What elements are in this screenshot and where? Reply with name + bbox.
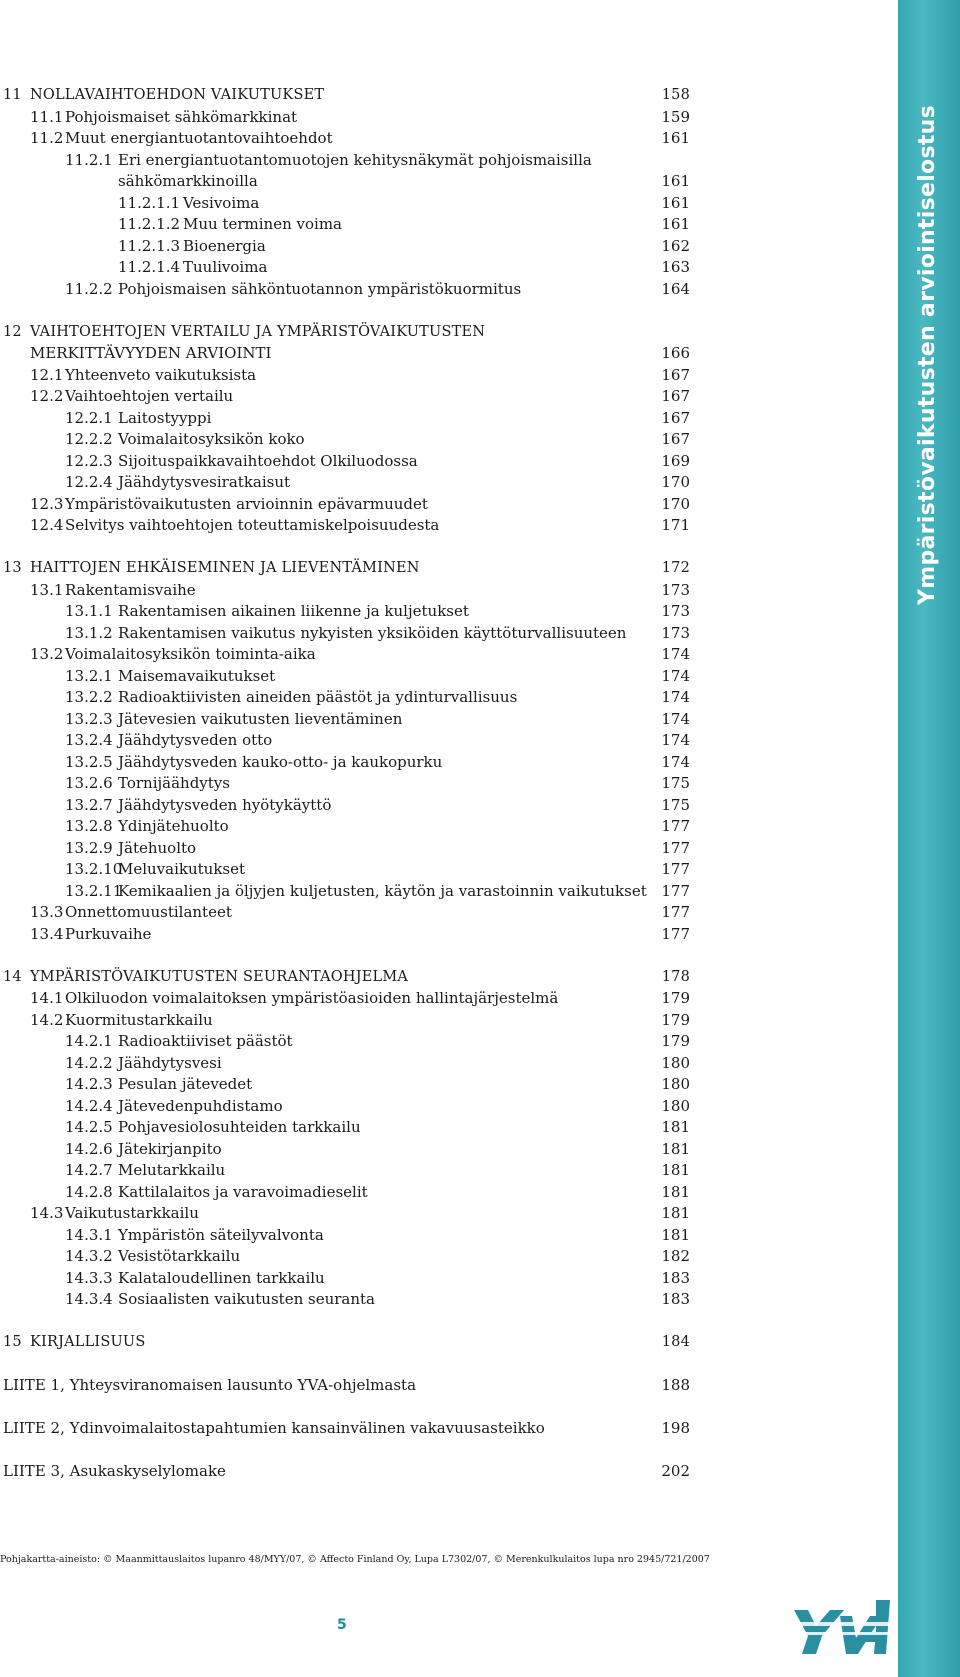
- toc-entry-page: 180: [661, 1075, 690, 1093]
- toc-entry-number: 11.2: [30, 129, 64, 147]
- toc-entry-page: 202: [661, 1462, 690, 1480]
- toc-entry-number: 14.2.5: [65, 1118, 113, 1136]
- toc-entry[interactable]: [0, 580, 700, 602]
- toc-entry-page: 162: [661, 236, 690, 255]
- toc-entry[interactable]: [0, 236, 700, 258]
- toc-entry-page: 163: [661, 258, 690, 276]
- toc-entry[interactable]: [0, 171, 700, 193]
- toc-entry-page: 181: [661, 1118, 690, 1136]
- toc-entry[interactable]: [0, 1074, 700, 1096]
- toc-entry[interactable]: [0, 1332, 700, 1354]
- toc-entry[interactable]: [0, 730, 700, 752]
- toc-entry-number: 14.2.7: [65, 1161, 113, 1179]
- toc-entry[interactable]: [0, 902, 700, 924]
- toc-entry-title: Ympäristön säteilyvalvonta: [118, 1225, 324, 1244]
- toc-entry[interactable]: [0, 107, 700, 129]
- toc-entry-page: 183: [661, 1290, 690, 1308]
- toc-entry-number: 14.2.1: [65, 1032, 113, 1050]
- toc-entry-page: 177: [661, 924, 690, 943]
- toc-entry[interactable]: [0, 1289, 700, 1311]
- page-number: 5: [337, 1617, 347, 1633]
- toc-entry-title: Rakentamisen vaikutus nykyisten yksiköiden käyttöturvallisuuteen: [118, 623, 627, 642]
- toc-entry-number: 15: [3, 1334, 22, 1350]
- toc-entry[interactable]: [0, 343, 700, 365]
- toc-entry-page: 180: [661, 1053, 690, 1072]
- toc-entry-number: 12.1: [30, 365, 64, 384]
- toc-entry-title: Selvitys vaihtoehtojen toteuttamiskelpoisuudesta: [65, 516, 440, 534]
- toc-entry-number: 13.1: [30, 580, 64, 599]
- toc-entry[interactable]: [0, 1268, 700, 1290]
- toc-entry-number: 11.2.1.3: [118, 236, 181, 255]
- toc-entry[interactable]: [0, 752, 700, 774]
- toc-entry-number: 11.2.1.4: [118, 258, 181, 276]
- toc-entry-number: 13.2.3: [65, 709, 113, 728]
- toc-entry[interactable]: [0, 1160, 700, 1182]
- toc-entry-page: 179: [661, 989, 690, 1007]
- toc-entry-title: VAIHTOEHTOJEN VERTAILU JA YMPÄRISTÖVAIKUTUSTEN: [30, 323, 486, 340]
- toc-entry-page: 175: [661, 774, 690, 792]
- toc-entry-title: Kalataloudellinen tarkkailu: [118, 1268, 325, 1287]
- toc-entry-page: 174: [661, 645, 690, 663]
- toc-entry-page: 161: [661, 193, 690, 212]
- toc-entry-number: 14.3.2: [65, 1247, 113, 1265]
- toc-entry-number: 14.2.4: [65, 1096, 113, 1115]
- toc-entry[interactable]: [0, 279, 700, 301]
- toc-entry-number: 14.2.3: [65, 1075, 113, 1093]
- toc-entry-page: 177: [661, 881, 690, 900]
- toc-entry-number: 11: [3, 87, 22, 103]
- toc-entry[interactable]: [0, 429, 700, 451]
- toc-entry[interactable]: [0, 386, 700, 408]
- toc-entry-title: Jäähdytysvesiratkaisut: [118, 473, 291, 491]
- toc-entry-title: LIITE 2, Ydinvoimalaitostapahtumien kansainvälinen vakavuusasteikko: [3, 1419, 545, 1437]
- map-copyright-footnote: Pohjakartta-aineisto: © Maanmittauslaitos lupanro 48/MYY/07, © Affecto Finland Oy, Lupa L7302/07, © Merenkulkulaitos lupa nro 2945/721/2007: [0, 1554, 710, 1565]
- toc-entry-page: 173: [661, 602, 690, 620]
- toc-entry-number: 13: [3, 560, 22, 576]
- toc-entry[interactable]: [0, 85, 700, 107]
- toc-spacer: [0, 945, 700, 967]
- toc-entry[interactable]: [0, 1117, 700, 1139]
- toc-entry-number: 14.2: [30, 1010, 64, 1029]
- toc-entry-page: 159: [661, 107, 690, 126]
- toc-entry-page: 170: [661, 494, 690, 513]
- toc-entry-title: sähkömarkkinoilla: [118, 172, 258, 190]
- toc-entry-number: 12.4: [30, 516, 64, 534]
- toc-entry-page: 174: [661, 731, 690, 749]
- toc-entry-page: 173: [661, 623, 690, 642]
- toc-entry-title: Jäähdytysveden hyötykäyttö: [118, 795, 332, 814]
- toc-entry-number: 14.3.4: [65, 1290, 113, 1308]
- toc-entry-number: 14.2.6: [65, 1139, 113, 1158]
- toc-entry-title: Rakentamisen aikainen liikenne ja kuljetukset: [118, 602, 469, 620]
- toc-spacer: [0, 1397, 700, 1419]
- toc-entry-page: 167: [661, 408, 690, 427]
- toc-entry-number: 13.2.9: [65, 838, 113, 857]
- toc-entry-number: 14.1: [30, 989, 64, 1007]
- toc-entry[interactable]: [0, 257, 700, 279]
- toc-entry-number: 14.3.3: [65, 1268, 113, 1287]
- toc-entry-page: 172: [661, 560, 690, 576]
- toc-entry-number: 13.4: [30, 924, 64, 943]
- toc-entry-page: 174: [661, 688, 690, 706]
- toc-entry-number: 13.2.2: [65, 688, 113, 706]
- toc-entry-page: 177: [661, 838, 690, 857]
- toc-entry[interactable]: [0, 1246, 700, 1268]
- toc-entry-number: 11.1: [30, 107, 64, 126]
- toc-entry-number: 11.2.1.1: [118, 193, 181, 212]
- toc-entry[interactable]: [0, 795, 700, 817]
- toc-entry[interactable]: [0, 1203, 700, 1225]
- side-banner-label: Ympäristövaikutusten arviointiselostus: [915, 104, 940, 605]
- toc-entry-title: MERKITTÄVYYDEN ARVIOINTI: [30, 344, 272, 362]
- toc-entry-title: Voimalaitosyksikön koko: [118, 430, 305, 448]
- toc-entry-title: Voimalaitosyksikön toiminta-aika: [65, 645, 316, 663]
- toc-entry[interactable]: [0, 1139, 700, 1161]
- toc-entry[interactable]: [0, 451, 700, 473]
- toc-entry-page: 174: [661, 666, 690, 685]
- toc-entry-title: Bioenergia: [183, 236, 266, 255]
- toc-entry-number: 13.2.10: [65, 860, 123, 878]
- toc-entry[interactable]: [0, 128, 700, 150]
- toc-entry[interactable]: [0, 494, 700, 516]
- toc-entry-title: Pohjoismaisen sähköntuotannon ympäristökuormitus: [118, 279, 522, 298]
- toc-entry-page: 167: [661, 387, 690, 405]
- toc-entry[interactable]: [0, 322, 700, 344]
- toc-entry-title: Sijoituspaikkavaihtoehdot Olkiluodossa: [118, 451, 418, 470]
- toc-entry-title: Muut energiantuotantovaihtoehdot: [65, 129, 333, 147]
- toc-entry[interactable]: [0, 687, 700, 709]
- toc-entry-page: 167: [661, 365, 690, 384]
- toc-entry-number: 11.2.2: [65, 279, 113, 298]
- toc-entry-page: 188: [661, 1376, 690, 1394]
- toc-entry-title: Jätevesien vaikutusten lieventäminen: [118, 709, 403, 728]
- toc-entry-number: 14.2.2: [65, 1053, 113, 1072]
- toc-entry-page: 180: [661, 1096, 690, 1115]
- toc-entry-title: Vaihtoehtojen vertailu: [65, 387, 234, 405]
- toc-entry-page: 166: [661, 344, 690, 362]
- toc-entry-title: Radioaktiivisten aineiden päästöt ja ydinturvallisuus: [118, 688, 518, 706]
- toc-entry-title: Ydinjätehuolto: [118, 817, 229, 835]
- toc-entry-title: Melutarkkailu: [118, 1161, 226, 1179]
- toc-entry-title: Olkiluodon voimalaitoksen ympäristöasioiden hallintajärjestelmä: [65, 989, 559, 1007]
- toc-entry-page: 181: [661, 1161, 690, 1179]
- toc-entry[interactable]: [0, 1182, 700, 1204]
- toc-entry[interactable]: [0, 1096, 700, 1118]
- toc-entry[interactable]: [0, 515, 700, 537]
- toc-entry-title: Maisemavaikutukset: [118, 666, 276, 685]
- toc-entry[interactable]: [0, 150, 700, 172]
- toc-entry-page: 161: [661, 172, 690, 190]
- toc-entry-title: Jätekirjanpito: [118, 1139, 222, 1158]
- toc-entry-title: LIITE 1, Yhteysviranomaisen lausunto YVA-ohjelmasta: [3, 1376, 417, 1394]
- toc-spacer: [0, 1354, 700, 1376]
- toc-entry-page: 177: [661, 817, 690, 835]
- toc-entry-page: 177: [661, 860, 690, 878]
- toc-entry-page: 173: [661, 580, 690, 599]
- toc-entry-number: 13.2.1: [65, 666, 113, 685]
- toc-entry-number: 13.1.2: [65, 623, 113, 642]
- toc-entry-page: 181: [661, 1139, 690, 1158]
- toc-entry-page: 181: [661, 1225, 690, 1244]
- toc-entry-title: Kuormitustarkkailu: [65, 1010, 213, 1029]
- toc-entry[interactable]: [0, 1053, 700, 1075]
- toc-entry-page: 164: [661, 279, 690, 298]
- toc-entry-number: 13.2.4: [65, 731, 113, 749]
- toc-entry-title: Jäähdytysveden otto: [118, 731, 273, 749]
- toc-entry-page: 177: [661, 903, 690, 921]
- toc-entry-title: Kattilalaitos ja varavoimadieselit: [118, 1182, 368, 1201]
- toc-entry[interactable]: [0, 816, 700, 838]
- toc-entry-number: 14: [3, 968, 22, 985]
- toc-entry-title: Tornijäähdytys: [118, 774, 230, 792]
- toc-entry-number: 13.3: [30, 903, 64, 921]
- toc-entry[interactable]: [0, 601, 700, 623]
- toc-entry[interactable]: [0, 214, 700, 236]
- toc-entry[interactable]: [0, 859, 700, 881]
- toc-entry-title: Jätehuolto: [118, 838, 197, 857]
- toc-entry-title: Vaikutustarkkailu: [65, 1204, 199, 1222]
- toc-entry-number: 13.2.5: [65, 752, 113, 771]
- toc-entry-page: 181: [661, 1182, 690, 1201]
- toc-entry-title: Eri energiantuotantomuotojen kehitysnäkymät pohjoismaisilla: [118, 150, 592, 169]
- toc-entry-number: 12.2.2: [65, 430, 113, 448]
- toc-entry-page: 167: [661, 430, 690, 448]
- toc-entry-page: 158: [661, 87, 690, 103]
- toc-entry-page: 169: [661, 451, 690, 470]
- toc-entry-page: 161: [661, 215, 690, 233]
- toc-entry-page: 174: [661, 752, 690, 771]
- toc-entry-page: 182: [661, 1247, 690, 1265]
- toc-entry[interactable]: [0, 988, 700, 1010]
- toc-entry-page: 178: [661, 968, 690, 985]
- toc-entry-title: Pohjavesiolosuhteiden tarkkailu: [118, 1118, 361, 1136]
- toc-spacer: [0, 1311, 700, 1333]
- toc-entry-page: 174: [661, 709, 690, 728]
- toc-entry[interactable]: [0, 1461, 700, 1483]
- toc-entry-page: 198: [661, 1419, 690, 1437]
- toc-entry-number: 13.2.6: [65, 774, 113, 792]
- toc-entry-page: 179: [661, 1032, 690, 1050]
- toc-entry-number: 11.2.1: [65, 150, 113, 169]
- table-of-contents: [0, 85, 700, 1483]
- toc-entry-number: 12.2.4: [65, 473, 113, 491]
- toc-entry-number: 13.2.8: [65, 817, 113, 835]
- toc-entry[interactable]: [0, 472, 700, 494]
- toc-entry-page: 183: [661, 1268, 690, 1287]
- toc-entry-title: Pesulan jätevedet: [118, 1075, 253, 1093]
- toc-entry[interactable]: [0, 924, 700, 946]
- yva-logo: [786, 1592, 896, 1662]
- toc-entry-number: 13.2: [30, 645, 64, 663]
- toc-entry-title: Rakentamisvaihe: [65, 580, 196, 599]
- toc-entry[interactable]: [0, 1375, 700, 1397]
- toc-entry[interactable]: [0, 623, 700, 645]
- toc-entry-number: 13.1.1: [65, 602, 113, 620]
- toc-entry-number: 14.2.8: [65, 1182, 113, 1201]
- toc-entry-title: Vesivoima: [183, 193, 260, 212]
- toc-entry[interactable]: [0, 709, 700, 731]
- toc-entry-number: 11.2.1.2: [118, 215, 181, 233]
- toc-entry-title: Kemikaalien ja öljyjen kuljetusten, käytön ja varastoinnin vaikutukset: [118, 881, 647, 900]
- toc-entry-number: 12.2: [30, 387, 64, 405]
- toc-entry-title: Yhteenveto vaikutuksista: [65, 365, 257, 384]
- toc-entry-page: 171: [661, 516, 690, 534]
- toc-entry-page: 179: [661, 1010, 690, 1029]
- toc-entry-title: Jätevedenpuhdistamo: [118, 1096, 283, 1115]
- toc-entry-title: Laitostyyppi: [118, 408, 212, 427]
- toc-entry[interactable]: [0, 1418, 700, 1440]
- toc-entry-title: Pohjoismaiset sähkömarkkinat: [65, 107, 298, 126]
- toc-entry-title: Sosiaalisten vaikutusten seuranta: [118, 1290, 375, 1308]
- toc-entry-title: Meluvaikutukset: [118, 860, 246, 878]
- toc-entry-title: Jäähdytysveden kauko-otto- ja kaukopurku: [118, 752, 443, 771]
- toc-spacer: [0, 537, 700, 559]
- toc-entry-title: Vesistötarkkailu: [118, 1247, 241, 1265]
- toc-entry-number: 14.3.1: [65, 1225, 113, 1244]
- toc-entry-page: 181: [661, 1204, 690, 1222]
- toc-entry-title: Jäähdytysvesi: [118, 1053, 222, 1072]
- toc-entry[interactable]: [0, 193, 700, 215]
- toc-entry[interactable]: [0, 838, 700, 860]
- toc-entry-title: NOLLAVAIHTOEHDON VAIKUTUKSET: [30, 87, 325, 103]
- toc-entry-page: 175: [661, 795, 690, 814]
- toc-entry-title: KIRJALLISUUS: [30, 1334, 146, 1350]
- toc-entry[interactable]: [0, 773, 700, 795]
- toc-entry-number: 12: [3, 323, 22, 340]
- toc-entry-page: 170: [661, 473, 690, 491]
- toc-entry-page: 184: [661, 1334, 690, 1350]
- toc-entry-title: Muu terminen voima: [183, 215, 342, 233]
- toc-entry-title: LIITE 3, Asukaskyselylomake: [3, 1462, 226, 1480]
- toc-entry-title: Purkuvaihe: [65, 924, 152, 943]
- toc-entry-number: 13.2.11: [65, 881, 123, 900]
- toc-entry[interactable]: [0, 408, 700, 430]
- toc-entry-title: Tuulivoima: [183, 258, 268, 276]
- toc-entry[interactable]: [0, 1010, 700, 1032]
- toc-entry[interactable]: [0, 1225, 700, 1247]
- toc-entry-number: 12.3: [30, 494, 64, 513]
- toc-entry[interactable]: [0, 666, 700, 688]
- toc-spacer: [0, 300, 700, 322]
- toc-entry-page: 161: [661, 129, 690, 147]
- toc-entry[interactable]: [0, 881, 700, 903]
- toc-entry[interactable]: [0, 558, 700, 580]
- toc-entry-number: 13.2.7: [65, 795, 113, 814]
- toc-entry-title: Ympäristövaikutusten arvioinnin epävarmuudet: [65, 494, 428, 513]
- toc-spacer: [0, 1440, 700, 1462]
- toc-entry-title: Onnettomuustilanteet: [65, 903, 232, 921]
- toc-entry-title: HAITTOJEN EHKÄISEMINEN JA LIEVENTÄMINEN: [30, 560, 420, 576]
- toc-entry[interactable]: [0, 644, 700, 666]
- toc-entry-number: 12.2.3: [65, 451, 113, 470]
- toc-entry[interactable]: [0, 967, 700, 989]
- toc-entry-title: Radioaktiiviset päästöt: [118, 1032, 293, 1050]
- toc-entry-number: 14.3: [30, 1204, 64, 1222]
- toc-entry[interactable]: [0, 365, 700, 387]
- toc-entry[interactable]: [0, 1031, 700, 1053]
- toc-entry-number: 12.2.1: [65, 408, 113, 427]
- toc-entry-title: YMPÄRISTÖVAIKUTUSTEN SEURANTAOHJELMA: [30, 968, 409, 985]
